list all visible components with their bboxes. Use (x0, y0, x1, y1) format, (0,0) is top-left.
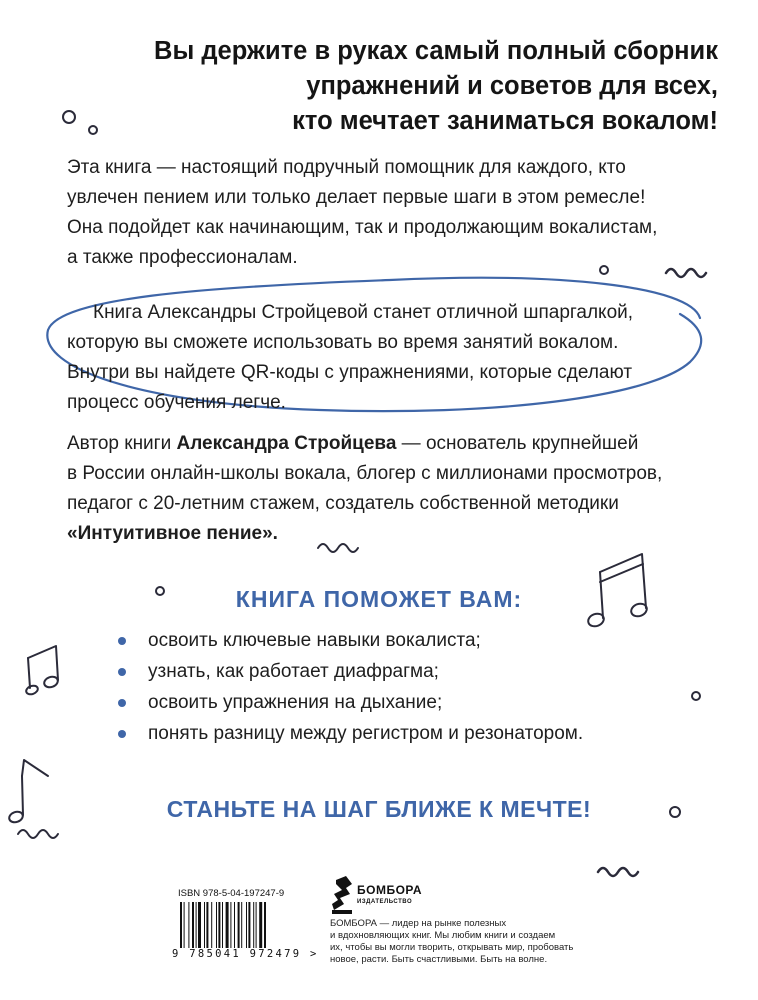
publisher-line: БОМБОРА — лидер на рынке полезных (330, 918, 507, 929)
barcode-stripe (192, 902, 194, 948)
barcode-stripe (226, 902, 229, 948)
barcode-stripe (196, 902, 197, 948)
barcode-stripe (216, 902, 217, 948)
barcode-stripe (206, 902, 208, 948)
barcode-stripe (188, 902, 189, 948)
barcode-stripe (198, 902, 201, 948)
headline-line: кто мечтает заниматься вокалом! (292, 107, 718, 135)
barcode-stripe (230, 902, 231, 948)
author-line-rest: — основатель крупнейшей (396, 433, 639, 454)
intro-line: увлечен пением или только делает первые шаги в этом ремесле! (67, 187, 646, 208)
author-name: Александра Стройцева (176, 433, 397, 454)
publisher-logo-name: БОМБОРА (357, 883, 423, 897)
list-item (118, 656, 583, 687)
intro-line: Эта книга — настоящий подручный помощник для каждого, кто (67, 157, 626, 178)
publisher-line: новое, расти. Быть счастливыми. Быть на волне. (330, 954, 548, 965)
publisher-line: и вдохновляющих книг. Мы любим книги и создаем (330, 930, 556, 941)
music-note-icon (25, 684, 39, 696)
headline-line: Вы держите в руках самый полный сборник (154, 37, 718, 65)
circle-icon (692, 692, 700, 700)
highlight-line: Внутри вы найдете QR-коды с упражнениями, которые сделают (67, 362, 633, 383)
barcode-stripe (211, 902, 212, 948)
section-title: КНИГА ПОМОЖЕТ ВАМ: (235, 586, 523, 612)
barcode-digits: 9 785041 972479 > (172, 948, 319, 960)
list-item-text: освоить ключевые навыки вокалиста; (148, 630, 481, 651)
author-line: педагог с 20-летним стажем, создатель собственной методики (67, 493, 619, 514)
squiggle-icon (18, 830, 58, 838)
list-item-text: освоить упражнения на дыхание; (148, 692, 443, 713)
bullet-icon (118, 699, 126, 707)
highlight-line: процесс обучения легче. (67, 392, 286, 413)
highlight-line: Книга Александры Стройцевой станет отличной шпаргалкой, (93, 302, 634, 323)
publisher-logo-sub: ИЗДАТЕЛЬСТВО (357, 899, 413, 905)
bullet-icon (118, 730, 126, 738)
music-note-icon (43, 675, 60, 689)
barcode-stripe (241, 902, 242, 948)
isbn-label: ISBN 978-5-04-197247-9 (178, 888, 285, 899)
bullet-icon (118, 668, 126, 676)
list-item-text: узнать, как работает диафрагма; (148, 661, 439, 682)
barcode-stripe (253, 902, 254, 948)
barcode-stripe (234, 902, 235, 948)
barcode-stripe (256, 902, 257, 948)
barcode-stripe (222, 902, 223, 948)
barcode-stripe (218, 902, 220, 948)
barcode-stripe (264, 902, 266, 948)
author-line (67, 519, 707, 549)
author-method: «Интуитивное пение». (67, 523, 278, 544)
barcode-icon (180, 902, 292, 948)
music-note-icon (22, 760, 48, 776)
list-item-text: понять разницу между регистром и резонатором. (148, 723, 584, 744)
list-item (118, 718, 583, 749)
publisher-description (330, 918, 650, 966)
headline-line: упражнений и советов для всех, (306, 72, 718, 100)
barcode-stripe (184, 902, 185, 948)
headline (40, 34, 718, 139)
barcode-stripe (259, 902, 262, 948)
call-to-action: СТАНЬТЕ НА ШАГ БЛИЖЕ К МЕЧТЕ! (166, 796, 592, 822)
highlight-line: которую вы сможете использовать во время занятий вокалом. (67, 332, 619, 353)
barcode-stripe (248, 902, 250, 948)
author-prefix: Автор книги (67, 433, 177, 454)
publisher-line: их, чтобы вы могли творить, открывать мир, пробовать (330, 942, 574, 953)
author-paragraph (67, 429, 707, 549)
author-line (67, 429, 707, 459)
author-line: в России онлайн-школы вокала, блогер с миллионами просмотров, (67, 463, 663, 484)
benefits-list (118, 625, 583, 749)
barcode-stripe (246, 902, 247, 948)
barcode-stripe (204, 902, 205, 948)
highlight-paragraph (67, 298, 707, 418)
intro-line: Она подойдет как начинающим, так и продолжающим вокалистам, (67, 217, 658, 238)
list-item (118, 625, 583, 656)
list-item (118, 687, 583, 718)
music-note-icon (28, 646, 58, 680)
intro-line: а также профессионалам. (67, 247, 298, 268)
barcode-stripe (180, 902, 182, 948)
barcode-stripe (238, 902, 240, 948)
intro-paragraph (67, 153, 707, 273)
barcode (158, 882, 319, 964)
bullet-icon (118, 637, 126, 645)
squiggle-icon (598, 868, 638, 876)
